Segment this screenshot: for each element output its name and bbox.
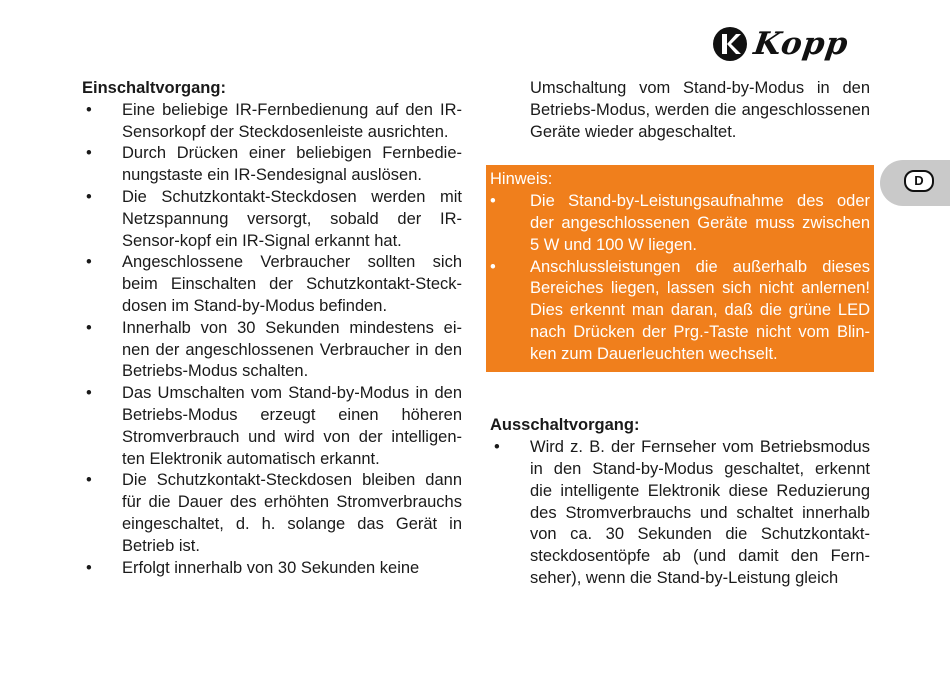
list-item <box>82 383 462 470</box>
section-heading-einschalten: Einschaltvorgang: <box>82 79 226 97</box>
left-column <box>82 78 462 579</box>
list-item-text: Durch Drücken einer beliebigen Fernbedie-nungstaste ein IR-Sendesignal auslösen. <box>122 144 462 185</box>
list-item-text: Die Stand-by-Leistungsaufnahme des oder der angeschlossenen Geräte muss zwischen 5 W und 100 W liegen. <box>530 192 870 254</box>
bullet-icon: • <box>86 187 92 206</box>
list-item-text: Die Schutzkontakt-Steckdosen bleiben dann für die Dauer des erhöhten Stromverbrauchs eingeschaltet, d. h. solange das Gerät in Betrieb ist. <box>122 471 462 555</box>
bullet-icon: • <box>86 318 92 337</box>
list-item <box>490 257 870 366</box>
list-item-text: Die Schutzkontakt-Steckdosen werden mit Netzspannung versorgt, sobald der IR-Sensor-kopf ein IR-Signal erkannt hat. <box>122 187 462 250</box>
bullet-icon: • <box>86 144 92 163</box>
list-item <box>490 191 870 256</box>
list-item-text: Innerhalb von 30 Sekunden mindestens ei-nen der angeschlossenen Verbraucher in den Betriebs-Modus schalten. <box>122 318 462 381</box>
language-tab <box>880 160 950 206</box>
list-item <box>490 437 870 590</box>
list-item <box>82 143 462 187</box>
right-column <box>490 78 870 590</box>
list-item <box>82 100 462 144</box>
bullet-list-einschalten <box>82 100 462 580</box>
bullet-icon: • <box>86 253 92 272</box>
continued-paragraph: Umschaltung vom Stand-by-Modus in den Betriebs-Modus, werden die angeschlossenen Geräte wieder abgeschaltet. <box>530 79 870 141</box>
list-item-text: Eine beliebige IR-Fernbedienung auf den IR-Sensorkopf der Steckdosenleiste ausrichten. <box>122 100 462 141</box>
bullet-icon: • <box>494 438 500 457</box>
bullet-icon: • <box>490 192 496 211</box>
bullet-icon: • <box>86 558 92 577</box>
list-item <box>82 318 462 383</box>
section-heading-ausschalten: Ausschaltvorgang: <box>490 416 640 435</box>
list-item-text: Angeschlossene Verbraucher sollten sich beim Einschalten der Schutzkontakt-Steck-dosen im Stand-by-Modus befinden. <box>122 253 462 315</box>
bullet-list-ausschalten <box>490 437 870 590</box>
list-item-text: Wird z. B. der Fernseher vom Betriebsmodus in den Stand-by-Modus geschaltet, erkennt die intelligente Elektronik diese Reduzierung des Stromverbrauchs und schaltet innerhalb von ca. 30 Sekunden die Schutzkontakt-steckdosentöpfe ab (und damit den Fern-seher), wenn die Stand-by-Leistung gleich <box>530 438 870 587</box>
list-item-text: Anschlussleistungen die außerhalb dieses Bereiches liegen, lassen sich nicht anlernen! Dies erkennt man daran, daß die grüne LED nach Drücken der Prg.-Taste nicht vom Blin-ken zum Dauerleuchten wechselt. <box>530 257 870 363</box>
brand-name: Kopp <box>751 26 851 62</box>
list-item-text: Das Umschalten vom Stand-by-Modus in den Betriebs-Modus erzeugt einen höheren Stromverbrauch und wird von der intelligen-ten Elektronik automatisch erkannt. <box>122 384 462 468</box>
note-box <box>486 165 874 372</box>
bullet-icon: • <box>490 257 496 276</box>
note-title: Hinweis: <box>490 170 553 189</box>
list-item-text: Erfolgt innerhalb von 30 Sekunden keine <box>122 558 420 577</box>
language-badge: D <box>904 170 934 192</box>
brand-logo <box>712 26 851 62</box>
list-item <box>82 558 462 580</box>
list-item <box>82 470 462 557</box>
list-item <box>82 187 462 252</box>
kopp-logo-icon <box>712 26 748 62</box>
bullet-icon: • <box>86 100 92 119</box>
bullet-icon: • <box>86 384 92 403</box>
bullet-icon: • <box>86 471 92 490</box>
list-item <box>82 252 462 317</box>
note-bullet-list <box>490 191 870 365</box>
spacer <box>490 372 870 415</box>
